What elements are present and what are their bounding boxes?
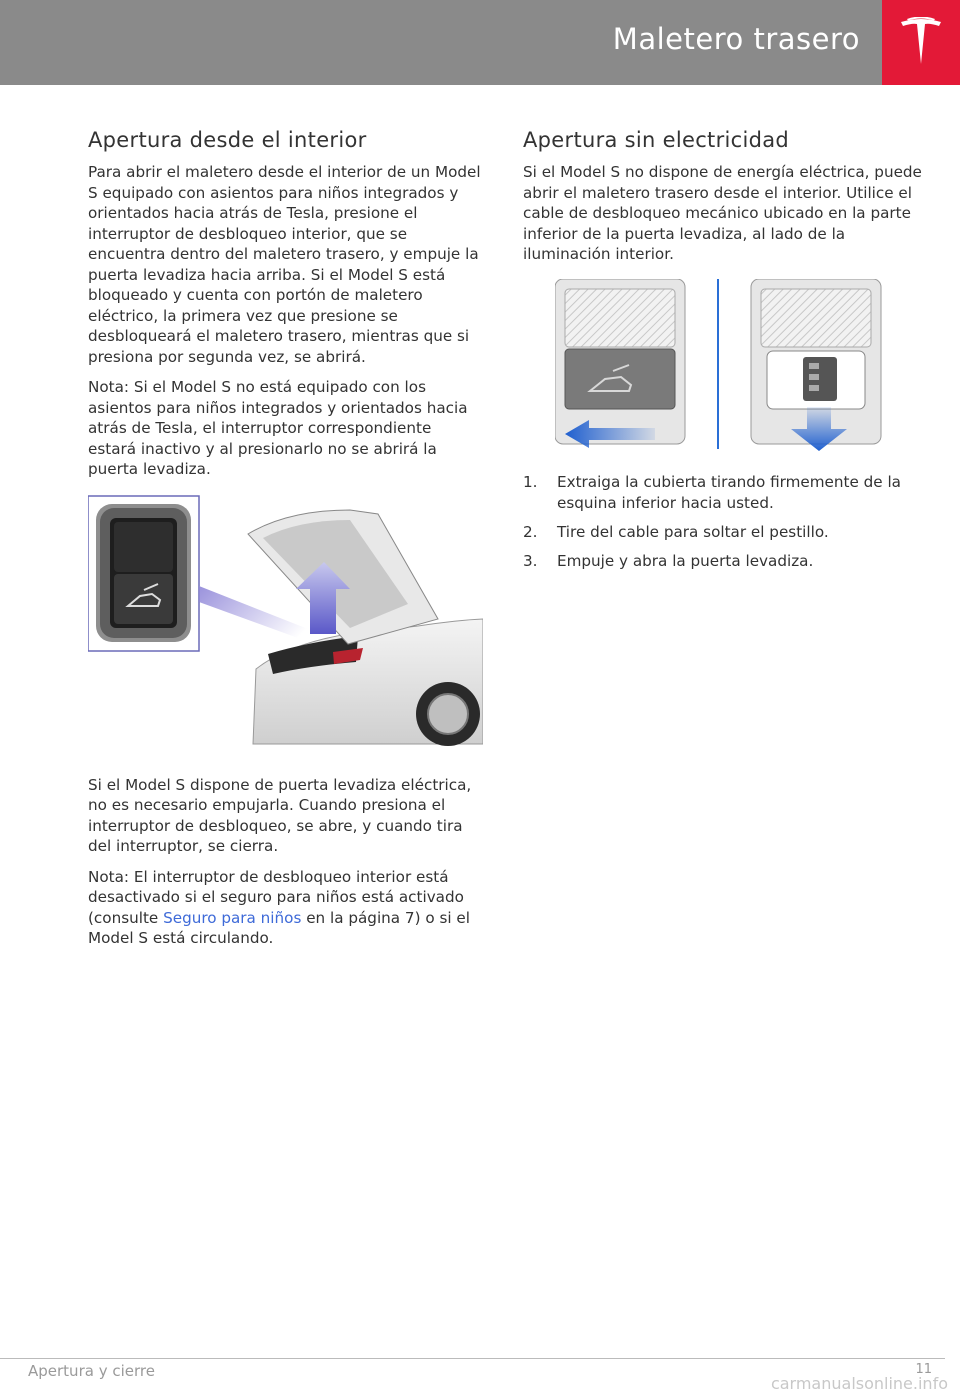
- step-text: Extraiga la cubierta tirando firmemente de la esquina inferior hacia usted.: [557, 472, 901, 512]
- watermark: carmanualsonline.info: [770, 1374, 948, 1393]
- tesla-logo: [882, 0, 960, 85]
- paragraph: Si el Model S no dispone de energía eléctrica, puede abrir el maletero trasero desde el interior. Utilice el cable de desbloqueo mecánico ubicado en la parte inferior de la puerta levadiza, al lado de la iluminación interior.: [523, 163, 922, 263]
- step-number: 3.: [523, 551, 538, 570]
- page-header: [0, 0, 960, 85]
- tesla-logo-icon: [899, 17, 943, 67]
- section-heading-interior: Apertura desde el interior: [88, 128, 367, 152]
- steps-list: [523, 472, 923, 572]
- left-column: [88, 128, 483, 959]
- footer-section: Apertura y cierre: [28, 1362, 155, 1380]
- step-text: Tire del cable para soltar el pestillo.: [557, 522, 829, 541]
- list-item: [523, 522, 923, 543]
- paragraph: Para abrir el maletero desde el interior de un Model S equipado con asientos para niños integrados y orientados hacia atrás de Tesla, presione el interruptor de desbloqueo interior, que se encuentra dentro del maletero trasero, y empuje la puerta levadiza hacia arriba. Si el Model S está bloqueado y cuenta con portón de maletero eléctrico, la primera vez que presione se desbloqueará el maletero trasero, mientras que si presiona por segunda vez, se abrirá.: [88, 163, 481, 366]
- note-text: Nota: El interruptor de desbloqueo interior está desactivado si el seguro para niños está activado (consulte: [88, 867, 464, 927]
- step-number: 1.: [523, 472, 538, 491]
- manual-release-illustration: [555, 279, 885, 454]
- trunk-switch-illustration: [88, 494, 483, 749]
- section-heading-no-power: Apertura sin electricidad: [523, 128, 790, 152]
- step-number: 2.: [523, 522, 538, 541]
- child-lock-link[interactable]: Seguro para niños: [163, 908, 302, 927]
- footer-divider: [0, 1358, 945, 1359]
- page-number: 11: [915, 1362, 932, 1377]
- list-item: [523, 472, 923, 514]
- step-text: Empuje y abra la puerta levadiza.: [557, 551, 814, 570]
- right-column: [523, 128, 923, 580]
- release-cable-latch: [803, 357, 837, 401]
- note-text: en la página 7) o si el Model S está circulando.: [88, 908, 470, 947]
- page-title: Maletero trasero: [612, 22, 860, 56]
- list-item: [523, 551, 923, 572]
- note: [88, 867, 483, 949]
- paragraph: Si el Model S dispone de puerta levadiza eléctrica, no es necesario empujarla. Cuando presiona el interruptor de desbloqueo, se abre, y cuando tira del interruptor, se cierra.: [88, 775, 472, 855]
- note: Nota: Si el Model S no está equipado con los asientos para niños integrados y orientados hacia atrás de Tesla, el interruptor correspondiente estará inactivo y al presionarlo no se abrirá la puerta levadiza.: [88, 378, 468, 478]
